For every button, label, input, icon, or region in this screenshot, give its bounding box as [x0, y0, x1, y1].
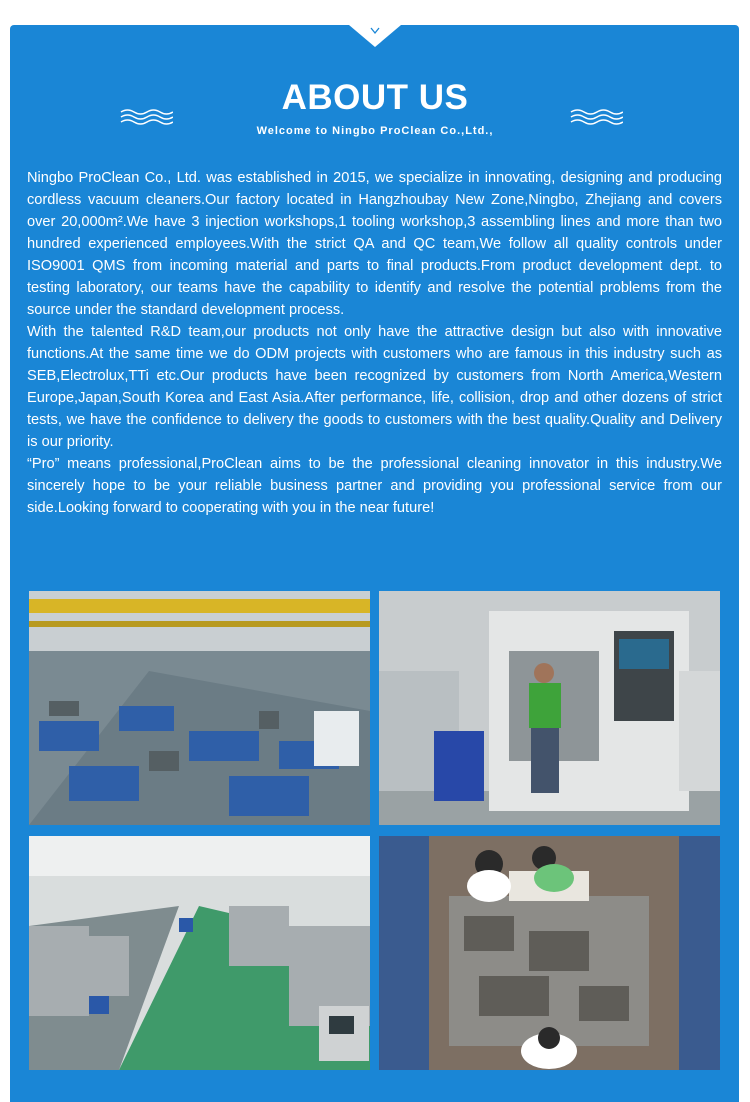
- chevron-down-icon: [349, 25, 401, 47]
- about-paragraph: Ningbo ProClean Co., Ltd. was established in 2015, we specialize in innovating, designing and producing cordless vacuum cleaners.Our factory located in Hangzhoubay New Zone,Ningbo, Zhejiang and covers over 20,000m².We have 3 injection workshops,1 tooling workshop,3 assembling lines and more than two hundred experienced employees.With the strict QA and QC team,We follow all quality controls under ISO9001 QMS from incoming material and parts to final products.From product development dept. to testing laboratory, our teams have the capability to identify and resolve the potential problems from the source under the standard development process.: [27, 170, 722, 318]
- tooling-workshop-photo: [29, 591, 370, 825]
- cnc-machine-operator-photo: [379, 591, 720, 825]
- page-subtitle: Welcome to Ningbo ProClean Co.,Ltd.,: [256, 125, 494, 137]
- engineers-at-mold-bench-photo: [379, 836, 720, 1070]
- about-text: [27, 167, 722, 519]
- page-title: ABOUT US: [281, 78, 469, 117]
- wave-icon: [569, 107, 623, 127]
- machining-floor-photo: [29, 836, 370, 1070]
- about-paragraph: “Pro” means professional,ProClean aims to be the professional cleaning innovator in this industry.We sincerely hope to be your reliable business partner and providing you professional service from our side.Looking forward to cooperating with you in the near future!: [27, 456, 722, 516]
- wave-icon: [119, 107, 173, 127]
- about-paragraph: With the talented R&D team,our products not only have the attractive design but also with innovative functions.At the same time we do ODM projects with customers who are famous in this industry such as SEB,Electrolux,TTi etc.Our products have been recognized by customers from North America,Western Europe,Japan,South Korea and East Asia.After performance, life, collision, drop and other dozens of strict tests, we have the confidence to delivery the goods to customers with the best quality.Quality and Delivery is our priority.: [27, 324, 722, 450]
